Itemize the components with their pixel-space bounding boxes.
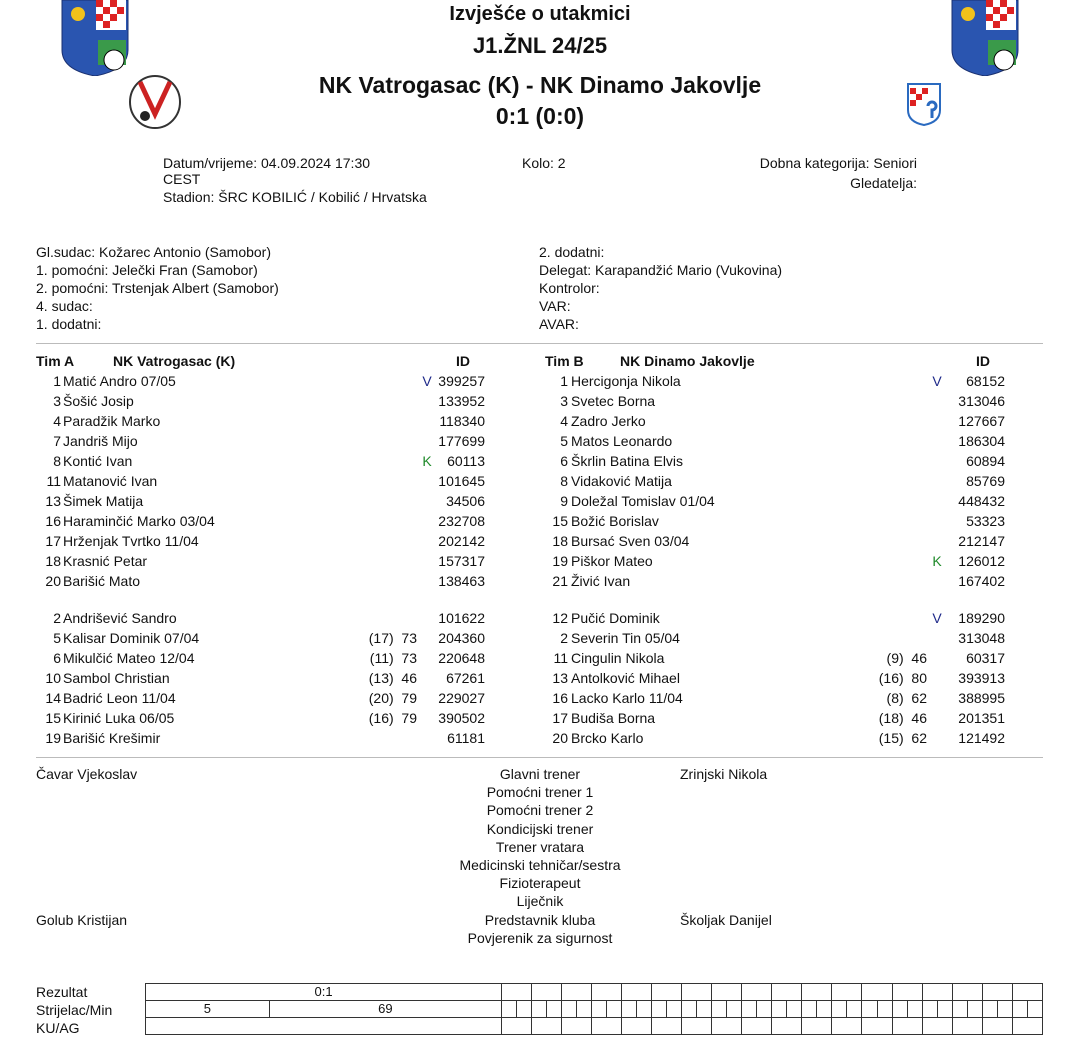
player-number: 13 <box>45 493 61 509</box>
player-number: 5 <box>560 433 568 449</box>
scorer-cell <box>622 1001 637 1018</box>
ku-ag-cell <box>652 1018 682 1035</box>
age-category: Dobna kategorija: Seniori <box>759 155 917 171</box>
player-name: Andrišević Sandro <box>63 610 177 626</box>
id-header: ID <box>456 353 470 369</box>
scorer-cell <box>862 1001 877 1018</box>
substitution-info: (9) 46 <box>886 650 927 666</box>
player-number: 6 <box>560 453 568 469</box>
substitution-info: (17) 73 <box>368 630 417 646</box>
staff-role: Povjerenik za sigurnost <box>467 929 613 946</box>
scorer-cell <box>562 1001 577 1018</box>
ku-ag-cell <box>862 1018 892 1035</box>
result-cell <box>532 984 562 1001</box>
match-stadium: Stadion: ŠRC KOBILIĆ / Kobilić / Hrvatska <box>163 189 427 205</box>
result-cell <box>682 984 712 1001</box>
captain-mark: V <box>422 373 432 389</box>
ku-ag-cell <box>592 1018 622 1035</box>
scorer-cell <box>547 1001 562 1018</box>
result-label: Rezultat <box>36 984 88 1000</box>
result-cell <box>502 984 532 1001</box>
player-number: 20 <box>552 730 568 746</box>
divider <box>36 757 1043 758</box>
player-id: 390502 <box>438 710 485 726</box>
minute-cell: 69 <box>269 1001 501 1018</box>
scorer-cell <box>952 1001 967 1018</box>
player-name: Barišić Krešimir <box>63 730 161 746</box>
result-cell <box>892 984 922 1001</box>
result-cell <box>832 984 862 1001</box>
ku-ag-cell <box>922 1018 952 1035</box>
player-id: 201351 <box>958 710 1005 726</box>
scorer-cell: 5 <box>146 1001 270 1018</box>
grid-row <box>146 1001 1043 1018</box>
player-row <box>0 608 1080 628</box>
scorer-cell <box>997 1001 1012 1018</box>
team-name: NK Dinamo Jakovlje <box>620 353 755 369</box>
scorer-label: Strijelac/Min <box>36 1002 113 1018</box>
staff-team-b: Zrinjski Nikola <box>680 766 768 782</box>
staff-role: Pomoćni trener 1 <box>486 784 594 801</box>
scorer-cell <box>757 1001 772 1018</box>
player-name: Kalisar Dominik 07/04 <box>63 630 200 646</box>
player-number: 11 <box>553 650 568 666</box>
goalkeeper-mark: K <box>422 453 432 469</box>
player-row <box>0 551 1080 571</box>
player-name: Brcko Karlo <box>571 730 644 746</box>
official-entry: AVAR: <box>539 316 579 332</box>
official-entry: Kontrolor: <box>539 280 600 296</box>
player-id: 202142 <box>438 533 485 549</box>
player-number: 4 <box>560 413 568 429</box>
player-name: Hercigonja Nikola <box>571 373 681 389</box>
player-id: 67261 <box>446 670 485 686</box>
player-name: Barišić Mato <box>63 573 141 589</box>
scorer-cell <box>772 1001 787 1018</box>
scorer-cell <box>907 1001 922 1018</box>
player-row <box>0 531 1080 551</box>
result-cell <box>622 984 652 1001</box>
player-number: 1 <box>53 373 61 389</box>
player-row <box>0 688 1080 708</box>
scorer-cell <box>742 1001 757 1018</box>
player-number: 10 <box>45 670 61 686</box>
player-row <box>0 471 1080 491</box>
player-id: 232708 <box>438 513 485 529</box>
ku-ag-cell <box>146 1018 502 1035</box>
result-cell: 0:1 <box>146 984 502 1001</box>
player-row <box>0 431 1080 451</box>
ku-ag-cell <box>772 1018 802 1035</box>
player-row <box>0 571 1080 591</box>
player-id: 186304 <box>958 433 1005 449</box>
player-name: Sambol Christian <box>63 670 170 686</box>
staff-role: Kondicijski trener <box>486 820 594 837</box>
scorer-cell <box>982 1001 997 1018</box>
player-id: 60317 <box>966 650 1005 666</box>
ku-ag-cell <box>532 1018 562 1035</box>
ku-ag-cell <box>742 1018 772 1035</box>
substitution-info: (16) 80 <box>878 670 927 686</box>
player-number: 12 <box>552 610 568 626</box>
ku-ag-cell <box>892 1018 922 1035</box>
player-row <box>0 371 1080 391</box>
scorer-cell <box>817 1001 832 1018</box>
match-title: NK Vatrogasac (K) - NK Dinamo Jakovlje <box>318 72 762 98</box>
player-name: Božić Borislav <box>571 513 659 529</box>
ku-ag-label: KU/AG <box>36 1020 80 1036</box>
ku-ag-cell <box>562 1018 592 1035</box>
player-number: 17 <box>45 533 61 549</box>
player-name: Zadro Jerko <box>571 413 646 429</box>
scorer-cell <box>577 1001 592 1018</box>
scorer-cell <box>667 1001 682 1018</box>
staff-role: Trener vratara <box>495 838 585 855</box>
player-name: Severin Tin 05/04 <box>571 630 680 646</box>
player-number: 21 <box>552 573 568 589</box>
ku-ag-cell <box>802 1018 832 1035</box>
player-id: 60113 <box>447 453 485 469</box>
grid-row <box>146 984 1043 1001</box>
player-row <box>0 628 1080 648</box>
match-round: Kolo: 2 <box>522 155 566 171</box>
ku-ag-cell <box>952 1018 982 1035</box>
scorer-cell <box>877 1001 892 1018</box>
result-cell <box>922 984 952 1001</box>
player-name: Mikulčić Mateo 12/04 <box>63 650 195 666</box>
player-id: 61181 <box>447 730 485 746</box>
scorer-cell <box>592 1001 607 1018</box>
player-number: 20 <box>45 573 61 589</box>
official-entry: 1. dodatni: <box>36 316 102 332</box>
player-number: 7 <box>53 433 61 449</box>
player-row <box>0 708 1080 728</box>
spectators: Gledatelja: <box>850 175 917 191</box>
team-label: Tim A <box>36 353 75 369</box>
scorer-cell <box>502 1001 517 1018</box>
player-id: 127667 <box>958 413 1005 429</box>
scorer-cell <box>922 1001 937 1018</box>
ku-ag-cell <box>712 1018 742 1035</box>
scorer-cell <box>682 1001 697 1018</box>
player-number: 2 <box>53 610 61 626</box>
result-cell <box>772 984 802 1001</box>
player-id: 53323 <box>966 513 1005 529</box>
ku-ag-cell <box>622 1018 652 1035</box>
player-name: Budiša Borna <box>571 710 656 726</box>
result-cell <box>742 984 772 1001</box>
player-name: Šošić Josip <box>63 393 134 409</box>
player-row <box>0 411 1080 431</box>
team-name: NK Vatrogasac (K) <box>113 353 236 369</box>
ku-ag-cell <box>982 1018 1012 1035</box>
player-id: 167402 <box>958 573 1005 589</box>
player-number: 19 <box>45 730 61 746</box>
scorer-cell <box>1012 1001 1027 1018</box>
staff-role: Medicinski tehničar/sestra <box>459 857 621 873</box>
match-timezone: CEST <box>163 171 201 187</box>
player-row <box>0 511 1080 531</box>
player-number: 16 <box>552 690 568 706</box>
scorer-cell <box>607 1001 622 1018</box>
result-cell <box>562 984 592 1001</box>
player-number: 19 <box>552 553 568 569</box>
player-name: Badrić Leon 11/04 <box>63 690 176 706</box>
player-id: 399257 <box>438 373 485 389</box>
id-header: ID <box>976 353 990 369</box>
official-entry: Delegat: Karapandžić Mario (Vukovina) <box>539 262 783 278</box>
player-id: 118340 <box>439 413 485 429</box>
ku-ag-cell <box>832 1018 862 1035</box>
official-entry: VAR: <box>539 298 571 314</box>
result-cell <box>982 984 1012 1001</box>
ku-ag-cell <box>502 1018 532 1035</box>
player-name: Pučić Dominik <box>571 610 660 626</box>
player-number: 4 <box>53 413 61 429</box>
player-number: 15 <box>552 513 568 529</box>
player-id: 34506 <box>446 493 485 509</box>
player-number: 18 <box>552 533 568 549</box>
staff-team-a: Čavar Vjekoslav <box>36 766 138 782</box>
player-id: 229027 <box>438 690 485 706</box>
result-cell <box>712 984 742 1001</box>
staff-role: Pomoćni trener 2 <box>486 802 594 819</box>
player-id: 138463 <box>438 573 485 589</box>
player-id: 189290 <box>958 610 1005 626</box>
result-cell <box>862 984 892 1001</box>
player-id: 177699 <box>438 433 485 449</box>
player-id: 101622 <box>438 610 485 626</box>
divider <box>36 343 1043 344</box>
player-number: 3 <box>560 393 568 409</box>
player-id: 313046 <box>958 393 1005 409</box>
player-id: 448432 <box>958 493 1005 509</box>
scorer-cell <box>532 1001 547 1018</box>
scorer-cell <box>847 1001 862 1018</box>
player-number: 14 <box>45 690 61 706</box>
staff-team-a: Golub Kristijan <box>36 911 128 928</box>
player-id: 101645 <box>438 473 485 489</box>
player-name: Matos Leonardo <box>571 433 673 449</box>
scorer-cell <box>787 1001 802 1018</box>
substitution-info: (13) 46 <box>368 670 417 686</box>
staff-role: Liječnik <box>516 893 564 910</box>
player-number: 15 <box>45 710 61 726</box>
player-name: Haraminčić Marko 03/04 <box>63 513 215 529</box>
player-id: 85769 <box>966 473 1005 489</box>
player-name: Škrlin Batina Elvis <box>571 453 684 469</box>
player-id: 313048 <box>958 630 1005 646</box>
player-number: 8 <box>560 473 568 489</box>
substitution-info: (16) 79 <box>368 710 417 726</box>
captain-mark: V <box>932 373 942 389</box>
player-row <box>0 728 1080 748</box>
player-id: 388995 <box>958 690 1005 706</box>
player-row <box>0 391 1080 411</box>
player-name: Cingulin Nikola <box>571 650 665 666</box>
player-name: Paradžik Marko <box>63 413 161 429</box>
staff-role: Predstavnik kluba <box>484 911 596 928</box>
player-id: 212147 <box>958 533 1005 549</box>
result-cell <box>802 984 832 1001</box>
player-id: 204360 <box>438 630 485 646</box>
player-name: Šimek Matija <box>63 493 144 509</box>
player-name: Piškor Mateo <box>571 553 653 569</box>
ku-ag-cell <box>1012 1018 1042 1035</box>
player-name: Krasnić Petar <box>63 553 148 569</box>
scorer-cell <box>697 1001 712 1018</box>
player-id: 220648 <box>438 650 485 666</box>
player-name: Živić Ivan <box>571 573 631 589</box>
player-number: 3 <box>53 393 61 409</box>
player-name: Antolković Mihael <box>571 670 680 686</box>
result-cell <box>952 984 982 1001</box>
match-datetime: Datum/vrijeme: 04.09.2024 17:30 <box>163 155 371 171</box>
player-number: 6 <box>53 650 61 666</box>
player-number: 9 <box>560 493 568 509</box>
substitution-info: (11) 73 <box>369 650 417 666</box>
scorer-cell <box>712 1001 727 1018</box>
player-row <box>0 451 1080 471</box>
player-number: 2 <box>560 630 568 646</box>
player-number: 11 <box>46 473 61 489</box>
scorer-cell <box>652 1001 667 1018</box>
player-name: Lacko Karlo 11/04 <box>571 690 683 706</box>
scorer-cell <box>727 1001 742 1018</box>
official-entry: 2. pomoćni: Trstenjak Albert (Samobor) <box>36 280 279 296</box>
result-cell <box>1012 984 1042 1001</box>
player-name: Doležal Tomislav 01/04 <box>571 493 715 509</box>
player-id: 393913 <box>958 670 1005 686</box>
player-id: 60894 <box>966 453 1005 469</box>
match-score: 0:1 (0:0) <box>495 103 585 129</box>
player-id: 121492 <box>958 730 1005 746</box>
player-id: 126012 <box>958 553 1005 569</box>
ku-ag-cell <box>682 1018 712 1035</box>
substitution-info: (18) 46 <box>878 710 927 726</box>
staff-role: Fizioterapeut <box>499 875 581 892</box>
player-name: Vidaković Matija <box>571 473 672 489</box>
player-number: 1 <box>560 373 568 389</box>
staff-role: Glavni trener <box>499 766 581 782</box>
official-entry: 4. sudac: <box>36 298 93 314</box>
player-name: Hrženjak Tvrtko 11/04 <box>63 533 199 549</box>
result-cell <box>592 984 622 1001</box>
grid-row <box>146 1018 1043 1035</box>
results-grid <box>145 983 1043 1035</box>
player-number: 8 <box>53 453 61 469</box>
player-number: 16 <box>45 513 61 529</box>
goalkeeper-mark: K <box>932 553 942 569</box>
player-name: Bursać Sven 03/04 <box>571 533 690 549</box>
substitution-info: (15) 62 <box>878 730 927 746</box>
player-name: Kontić Ivan <box>63 453 133 469</box>
player-name: Matić Andro 07/05 <box>63 373 176 389</box>
player-id: 133952 <box>438 393 485 409</box>
player-name: Matanović Ivan <box>63 473 158 489</box>
official-entry: 1. pomoćni: Jelečki Fran (Samobor) <box>36 262 258 278</box>
scorer-cell <box>967 1001 982 1018</box>
player-row <box>0 648 1080 668</box>
league-title: J1.ŽNL 24/25 <box>472 33 608 58</box>
scorer-cell <box>1027 1001 1042 1018</box>
scorer-cell <box>892 1001 907 1018</box>
player-name: Kirinić Luka 06/05 <box>63 710 175 726</box>
scorer-cell <box>517 1001 532 1018</box>
team-label: Tim B <box>545 353 584 369</box>
player-number: 18 <box>45 553 61 569</box>
scorer-cell <box>637 1001 652 1018</box>
player-number: 17 <box>552 710 568 726</box>
player-id: 157317 <box>438 553 485 569</box>
player-name: Svetec Borna <box>571 393 656 409</box>
captain-mark: V <box>932 610 942 626</box>
staff-team-b: Školjak Danijel <box>680 911 772 928</box>
report-title: Izvješće o utakmici <box>449 3 631 25</box>
substitution-info: (8) 62 <box>886 690 927 706</box>
player-row <box>0 491 1080 511</box>
result-cell <box>652 984 682 1001</box>
scorer-cell <box>832 1001 847 1018</box>
player-number: 13 <box>552 670 568 686</box>
substitution-info: (20) 79 <box>368 690 417 706</box>
official-entry: Gl.sudac: Kožarec Antonio (Samobor) <box>36 244 272 260</box>
player-number: 5 <box>53 630 61 646</box>
official-entry: 2. dodatni: <box>539 244 605 260</box>
player-row <box>0 668 1080 688</box>
scorer-cell <box>937 1001 952 1018</box>
player-id: 68152 <box>966 373 1005 389</box>
scorer-cell <box>802 1001 817 1018</box>
player-name: Jandriš Mijo <box>63 433 138 449</box>
